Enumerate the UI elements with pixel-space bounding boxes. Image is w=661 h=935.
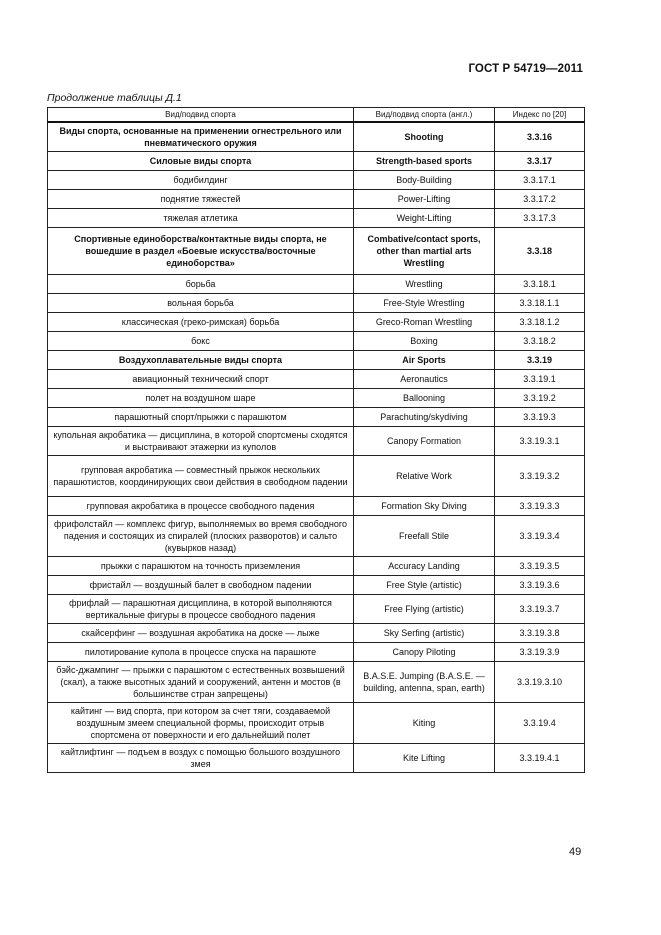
cell-sport-ru: групповая акробатика в процессе свободного падения [48, 497, 354, 516]
cell-sport-en: Relative Work [354, 456, 495, 497]
cell-index: 3.3.17.2 [495, 190, 585, 209]
cell-index: 3.3.19.3.10 [495, 662, 585, 703]
cell-index: 3.3.18.1.2 [495, 313, 585, 332]
document-code: ГОСТ Р 54719—2011 [468, 63, 583, 75]
cell-index: 3.3.19.4.1 [495, 744, 585, 773]
cell-sport-ru: бэйс-джампинг — прыжки с парашютом с естественных возвышений (скал), а также высотных зданий и сооружений, антенн и мостов (в большинстве стран запрещены) [48, 662, 354, 703]
cell-sport-ru: групповая акробатика — совместный прыжок нескольких парашютистов, координирующих свои действия в свободном падении [48, 456, 354, 497]
table-row [48, 497, 585, 516]
table-row [48, 576, 585, 595]
cell-sport-ru: кайтлифтинг — подъем в воздух с помощью большого воздушного змея [48, 744, 354, 773]
cell-sport-en: Ballooning [354, 389, 495, 408]
table-caption: Продолжение таблицы Д.1 [47, 92, 182, 104]
cell-sport-en: Kiting [354, 703, 495, 744]
cell-sport-ru: пилотирование купола в процессе спуска на парашюте [48, 643, 354, 662]
table-header-row [48, 108, 585, 123]
table-row [48, 624, 585, 643]
cell-sport-ru: вольная борьба [48, 294, 354, 313]
table-row [48, 370, 585, 389]
cell-index: 3.3.19.3.7 [495, 595, 585, 624]
cell-sport-en: Free Flying (artistic) [354, 595, 495, 624]
cell-sport-ru: фрифолстайл — комплекс фигур, выполняемых во время свободного падения и состоящих из спиралей (плоских разворотов) и сальто (кувырков назад) [48, 516, 354, 557]
sports-table [47, 107, 585, 773]
cell-sport-ru: авиационный технический спорт [48, 370, 354, 389]
cell-sport-en: Wrestling [354, 275, 495, 294]
table-row [48, 389, 585, 408]
cell-index: 3.3.17.3 [495, 209, 585, 228]
cell-sport-en: Strength-based sports [354, 152, 495, 171]
table-row [48, 190, 585, 209]
cell-sport-en: B.A.S.E. Jumping (B.A.S.E. — building, antenna, span, earth) [354, 662, 495, 703]
cell-index: 3.3.18.1.1 [495, 294, 585, 313]
cell-sport-ru: борьба [48, 275, 354, 294]
cell-sport-ru: Виды спорта, основанные на применении огнестрельного или пневматического оружия [48, 122, 354, 152]
table-row [48, 662, 585, 703]
table-row [48, 122, 585, 152]
cell-index: 3.3.18.2 [495, 332, 585, 351]
table-row [48, 275, 585, 294]
cell-sport-en: Body-Building [354, 171, 495, 190]
cell-sport-ru: парашютный спорт/прыжки с парашютом [48, 408, 354, 427]
cell-sport-en: Free-Style Wrestling [354, 294, 495, 313]
table-row [48, 703, 585, 744]
cell-sport-en: Combative/contact sports, other than martial arts Wrestling [354, 228, 495, 275]
cell-sport-en: Shooting [354, 122, 495, 152]
table-row [48, 313, 585, 332]
cell-sport-en: Formation Sky Diving [354, 497, 495, 516]
cell-sport-ru: скайсерфинг — воздушная акробатика на доске — лыже [48, 624, 354, 643]
table-row [48, 171, 585, 190]
cell-index: 3.3.19.3.5 [495, 557, 585, 576]
cell-index: 3.3.19.3.1 [495, 427, 585, 456]
cell-index: 3.3.18 [495, 228, 585, 275]
table-row [48, 516, 585, 557]
cell-index: 3.3.19.3.6 [495, 576, 585, 595]
cell-index: 3.3.17 [495, 152, 585, 171]
cell-sport-ru: Силовые виды спорта [48, 152, 354, 171]
cell-index: 3.3.19.2 [495, 389, 585, 408]
cell-sport-ru: Спортивные единоборства/контактные виды спорта, не вошедшие в раздел «Боевые искусства/восточные единоборства» [48, 228, 354, 275]
cell-index: 3.3.19.3.2 [495, 456, 585, 497]
cell-sport-ru: полет на воздушном шаре [48, 389, 354, 408]
cell-sport-ru: бодибилдинг [48, 171, 354, 190]
cell-sport-ru: прыжки с парашютом на точность приземления [48, 557, 354, 576]
cell-index: 3.3.17.1 [495, 171, 585, 190]
cell-index: 3.3.19.3.4 [495, 516, 585, 557]
cell-sport-en: Aeronautics [354, 370, 495, 389]
cell-sport-en: Boxing [354, 332, 495, 351]
cell-index: 3.3.16 [495, 122, 585, 152]
cell-sport-en: Free Style (artistic) [354, 576, 495, 595]
cell-sport-ru: кайтинг — вид спорта, при котором за счет тяги, создаваемой воздушным змеем специальной формы, происходит отрыв спортсмена от поверхности и его дальнейший полет [48, 703, 354, 744]
cell-index: 3.3.19.4 [495, 703, 585, 744]
cell-sport-ru: тяжелая атлетика [48, 209, 354, 228]
header-sport-ru: Вид/подвид спорта [48, 108, 354, 123]
table-row [48, 643, 585, 662]
cell-sport-en: Sky Serfing (artistic) [354, 624, 495, 643]
cell-index: 3.3.19.3 [495, 408, 585, 427]
page-number: 49 [569, 846, 582, 858]
cell-sport-ru: поднятие тяжестей [48, 190, 354, 209]
header-sport-en: Вид/подвид спорта (англ.) [354, 108, 495, 123]
cell-index: 3.3.18.1 [495, 275, 585, 294]
cell-sport-en: Air Sports [354, 351, 495, 370]
table-row [48, 408, 585, 427]
cell-sport-en: Greco-Roman Wrestling [354, 313, 495, 332]
table-row [48, 557, 585, 576]
cell-sport-en: Power-Lifting [354, 190, 495, 209]
table-row [48, 332, 585, 351]
cell-sport-ru: Воздухоплавательные виды спорта [48, 351, 354, 370]
table-row [48, 228, 585, 275]
table-row [48, 595, 585, 624]
cell-sport-en: Canopy Formation [354, 427, 495, 456]
cell-sport-en: Weight-Lifting [354, 209, 495, 228]
cell-sport-ru: фрифлай — парашютная дисциплина, в которой выполняются вертикальные фигуры в процессе свободного падения [48, 595, 354, 624]
cell-index: 3.3.19 [495, 351, 585, 370]
cell-sport-ru: фристайл — воздушный балет в свободном падении [48, 576, 354, 595]
cell-index: 3.3.19.3.3 [495, 497, 585, 516]
header-index: Индекс по [20] [495, 108, 585, 123]
cell-sport-en: Freefall Stile [354, 516, 495, 557]
cell-sport-ru: классическая (греко-римская) борьба [48, 313, 354, 332]
cell-sport-en: Accuracy Landing [354, 557, 495, 576]
table-row [48, 152, 585, 171]
table-row [48, 294, 585, 313]
cell-sport-en: Parachuting/skydiving [354, 408, 495, 427]
table-row [48, 427, 585, 456]
table-row [48, 351, 585, 370]
cell-sport-en: Canopy Piloting [354, 643, 495, 662]
table-row [48, 744, 585, 773]
table-row [48, 456, 585, 497]
table-row [48, 209, 585, 228]
cell-index: 3.3.19.1 [495, 370, 585, 389]
cell-sport-en: Kite Lifting [354, 744, 495, 773]
cell-index: 3.3.19.3.8 [495, 624, 585, 643]
cell-index: 3.3.19.3.9 [495, 643, 585, 662]
cell-sport-ru: купольная акробатика — дисциплина, в которой спортсмены сходятся и выстраивают этажерки из куполов [48, 427, 354, 456]
cell-sport-ru: бокс [48, 332, 354, 351]
